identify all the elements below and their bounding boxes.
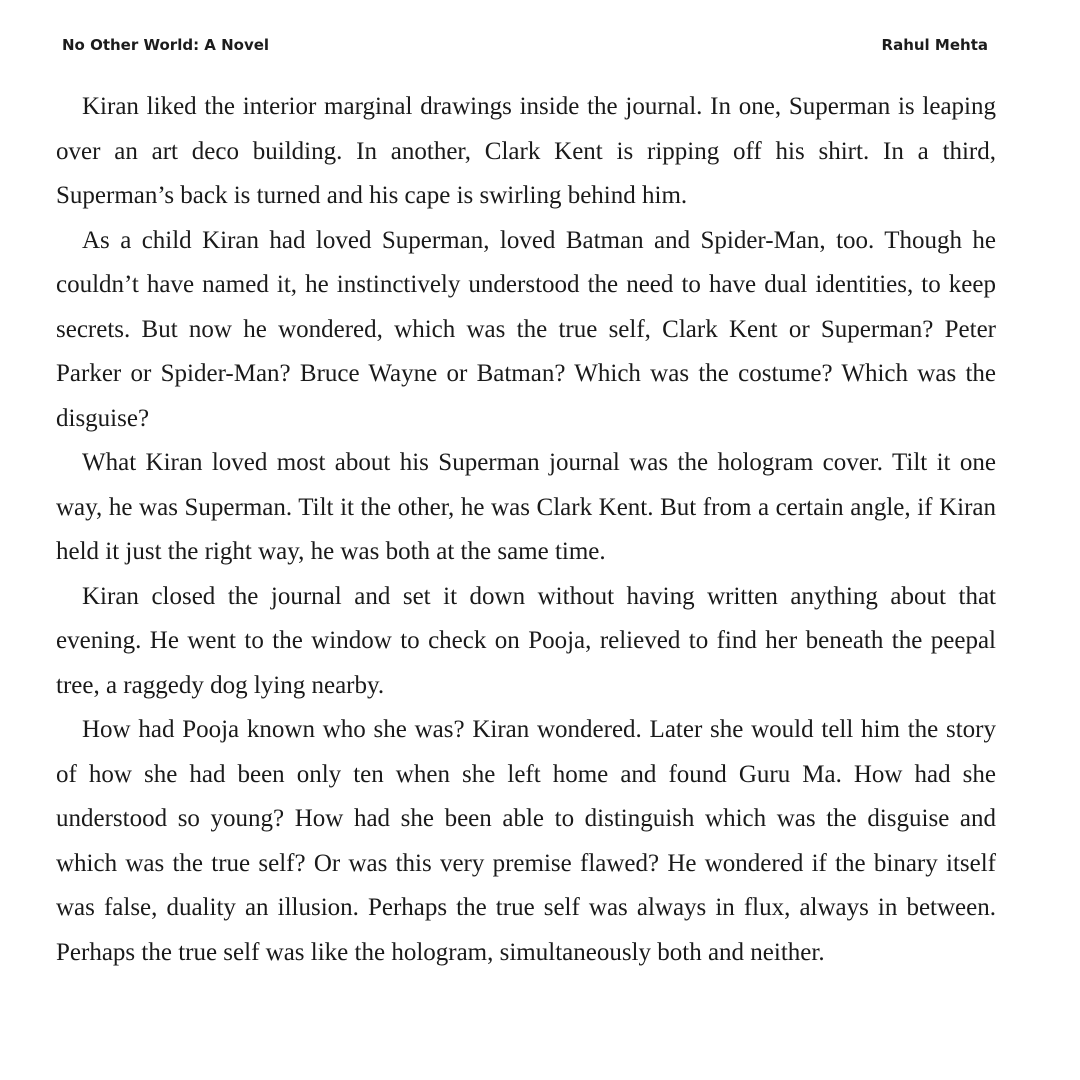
paragraph-3: What Kiran loved most about his Superman journal was the hologram cover. Tilt it one way, he was Superman. Tilt it the other, he was Clark Kent. But from a certain angle, if Kiran held it just the right way, he was both at the same time.	[56, 449, 996, 565]
book-title: No Other World: A Novel	[62, 36, 270, 54]
body-text	[56, 85, 996, 975]
paragraph-4: Kiran closed the journal and set it down without having written anything about that evening. He went to the window to check on Pooja, relieved to find her beneath the peepal tree, a raggedy dog lying nearby.	[56, 582, 996, 699]
paragraph-5: How had Pooja known who she was? Kiran wondered. Later she would tell him the story of how she had been only ten when she left home and found Guru Ma. How had she understood so young? How had she been able to distinguish which was the disguise and which was the true self? Or was this very premise flawed? He wondered if the binary itself was false, duality an illusion. Perhaps the true self was always in flux, always in between. Perhaps the true self was like the hologram, simultaneously both and neither.	[56, 716, 996, 966]
author-name: Rahul Mehta	[881, 36, 988, 54]
paragraph-2: As a child Kiran had loved Superman, loved Batman and Spider-Man, too. Though he couldn’t have named it, he instinctively understood the need to have dual identities, to keep secrets. But now he wondered, which was the true self, Clark Kent or Superman? Peter Parker or Spider-Man? Bruce Wayne or Batman? Which was the costume? Which was the disguise?	[56, 226, 996, 432]
running-header	[62, 34, 988, 56]
paragraph-1: Kiran liked the interior marginal drawings inside the journal. In one, Superman is leaping over an art deco building. In another, Clark Kent is ripping off his shirt. In a third, Superman’s back is turned and his cape is swirling behind him.	[56, 93, 996, 209]
